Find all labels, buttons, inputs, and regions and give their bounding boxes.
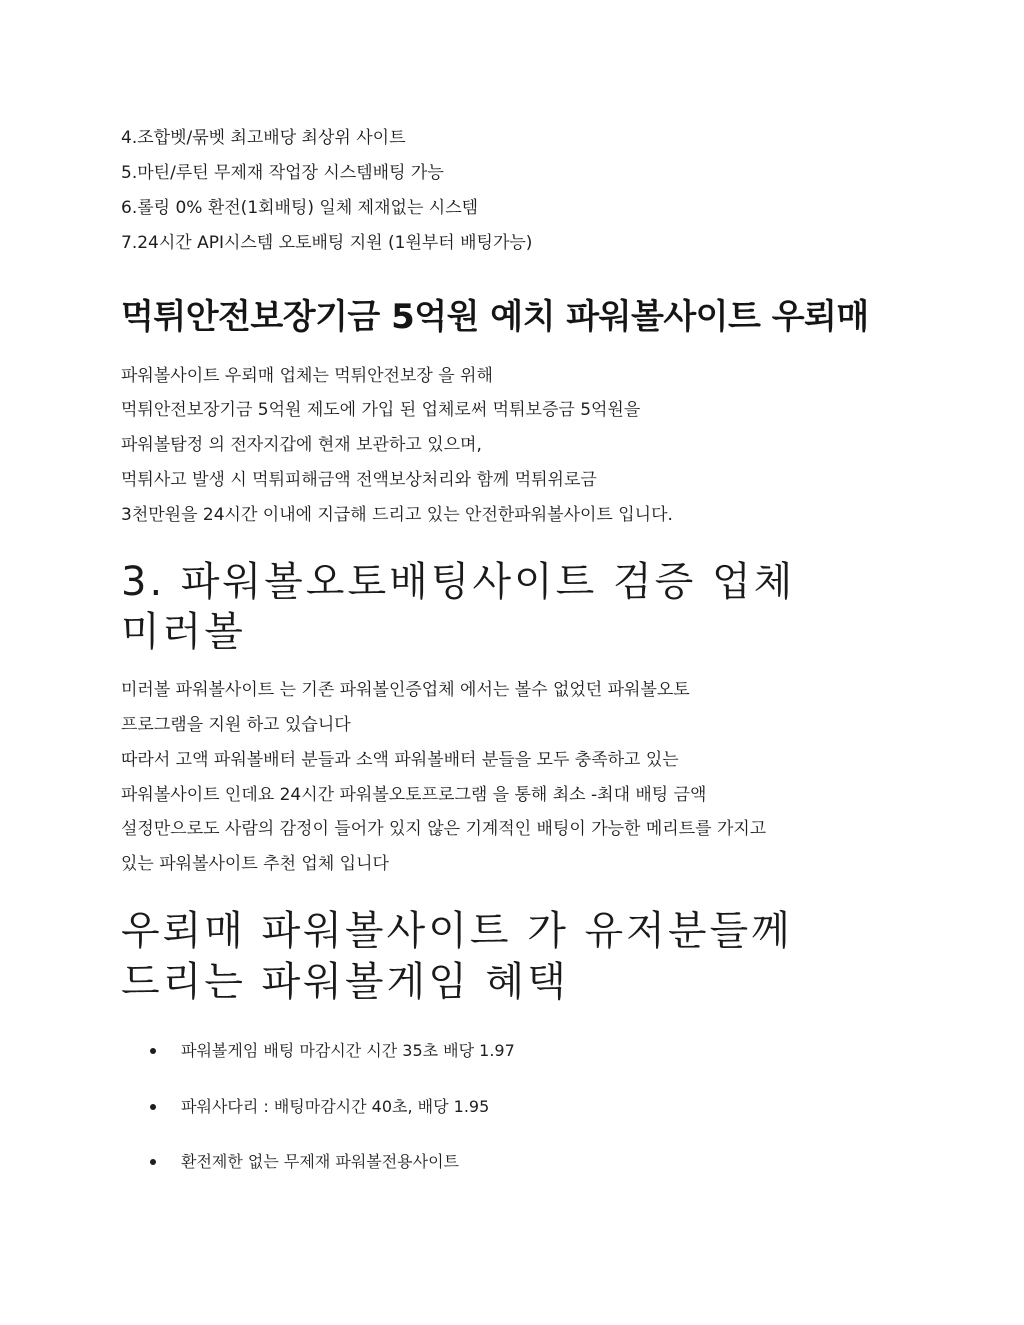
- section2-paragraph-line: 파워볼사이트 인데요 24시간 파워볼오토프로그램 을 통해 최소 -최대 배팅 금액: [121, 785, 707, 805]
- bullet-dot-icon: [150, 1104, 156, 1110]
- section2-paragraph-line: 따라서 고액 파워볼배터 분들과 소액 파워볼배터 분들을 모두 충족하고 있는: [121, 750, 679, 770]
- intro-list-item: 4.조합벳/묶벳 최고배당 최상위 사이트: [121, 128, 406, 148]
- section1-paragraph-line: 먹튀안전보장기금 5억원 제도에 가입 된 업체로써 먹튀보증금 5억원을: [121, 400, 641, 420]
- section1-paragraph-line: 먹튀사고 발생 시 먹튀피해금액 전액보상처리와 함께 먹튀위로금: [121, 470, 597, 490]
- section2-paragraph-line: 미러볼 파워볼사이트 는 기존 파워볼인증업체 에서는 볼수 없었던 파워볼오토: [121, 680, 690, 700]
- section1-heading: 먹튀안전보장기금 5억원 예치 파워볼사이트 우뢰매: [121, 297, 869, 337]
- section1-paragraph-line: 파워볼사이트 우뢰매 업체는 먹튀안전보장 을 위해: [121, 366, 493, 386]
- section3-heading-line: 드리는 파워볼게임 혜택: [121, 959, 569, 1005]
- section2-heading-line: 3. 파워볼오토배팅사이트 검증 업체: [121, 559, 796, 605]
- intro-list-item: 7.24시간 API시스템 오토배팅 지원 (1원부터 배팅가능): [121, 233, 533, 253]
- section2-paragraph-line: 프로그램을 지원 하고 있습니다: [121, 715, 351, 735]
- section2-paragraph-line: 있는 파워볼사이트 추천 업체 입니다: [121, 854, 389, 874]
- section2-heading-line: 미러볼: [121, 609, 246, 655]
- section1-paragraph-line: 3천만원을 24시간 이내에 지급해 드리고 있는 안전한파워볼사이트 입니다.: [121, 505, 673, 525]
- list-item-text: 파워볼게임 배팅 마감시간 시간 35초 배당 1.97: [181, 1041, 515, 1060]
- bullet-dot-icon: [150, 1159, 156, 1165]
- section2-paragraph-line: 설정만으로도 사람의 감정이 들어가 있지 않은 기계적인 배팅이 가능한 메리트를 가지고: [121, 819, 767, 839]
- section3-heading-line: 우뢰매 파워볼사이트 가 유저분들께: [121, 908, 793, 954]
- section1-paragraph-line: 파워볼탐정 의 전자지갑에 현재 보관하고 있으며,: [121, 435, 482, 455]
- bullet-dot-icon: [150, 1048, 156, 1054]
- list-item-text: 파워사다리 : 배팅마감시간 40초, 배당 1.95: [181, 1097, 490, 1116]
- list-item-text: 환전제한 없는 무제재 파워볼전용사이트: [181, 1152, 460, 1171]
- intro-list-item: 5.마틴/루틴 무제재 작업장 시스템배팅 가능: [121, 163, 444, 183]
- intro-list-item: 6.롤링 0% 환전(1회배팅) 일체 제재없는 시스템: [121, 198, 479, 218]
